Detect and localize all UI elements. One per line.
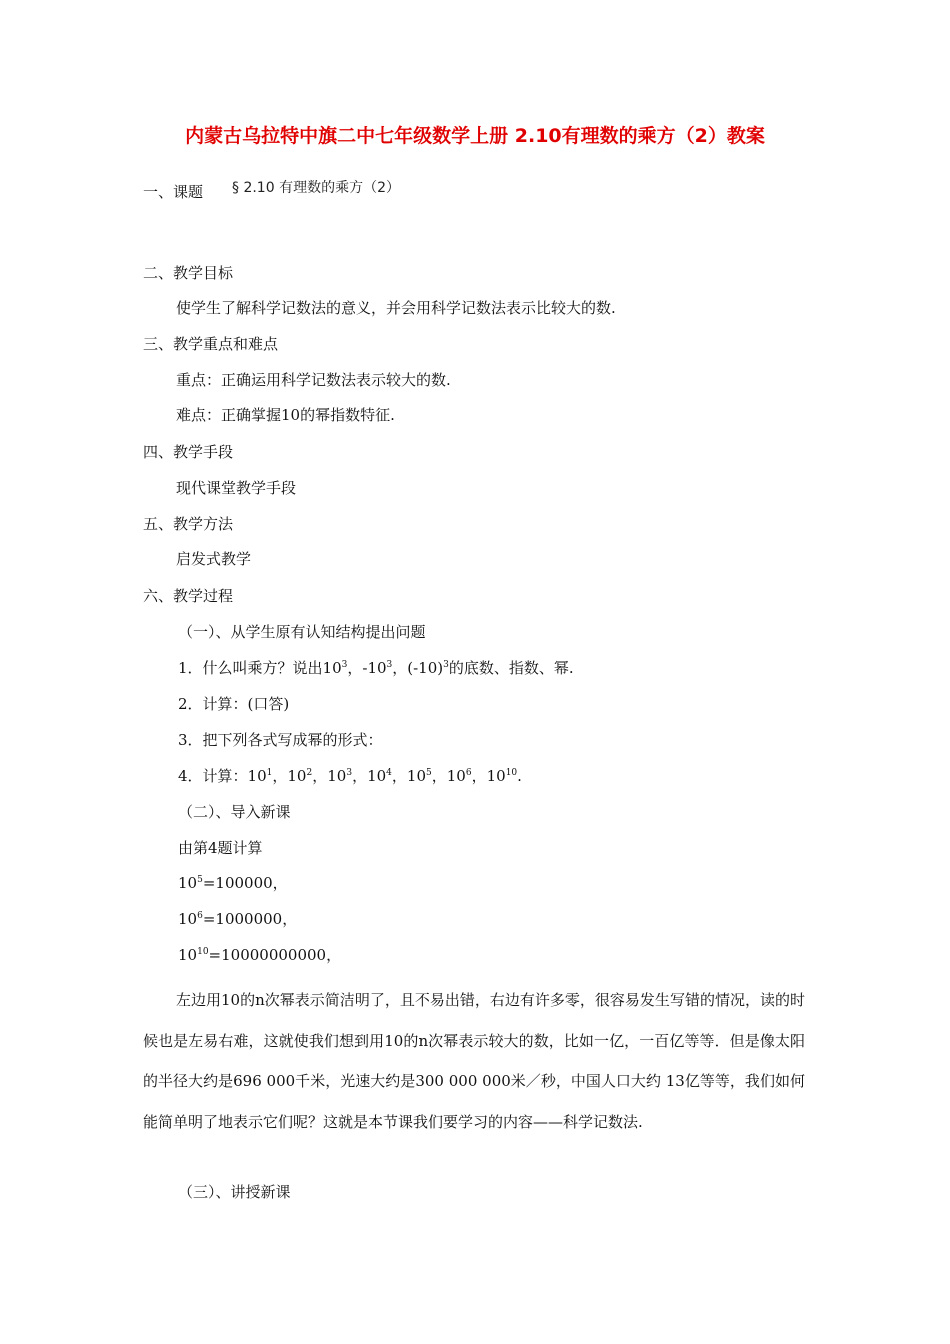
section-2-label: 二、教学目标 xyxy=(143,264,234,282)
eq2-rest: =1000000， xyxy=(202,910,298,928)
question-3: 3．把下列各式写成幂的形式： xyxy=(178,731,383,749)
objective-text: 使学生了解科学记数法的意义，并会用科学记数法表示比较大的数. xyxy=(176,299,616,317)
q4-separator: ， xyxy=(391,767,407,785)
q4-power-exponent: 2 xyxy=(306,768,313,778)
q1-text-d: 的底数、指数、幂. xyxy=(448,659,574,677)
equation-2 xyxy=(178,909,297,929)
eq2-exponent: 6 xyxy=(197,911,203,921)
section-5-label: 五、教学方法 xyxy=(143,515,234,533)
difficulty-text: 难点：正确掌握10的幂指数特征. xyxy=(176,406,395,424)
section-3-label: 三、教学重点和难点 xyxy=(143,335,279,353)
q4-power-exponent: 3 xyxy=(346,768,353,778)
section-1-label: 一、课题 xyxy=(143,183,204,201)
q1-text-b: ，-10 xyxy=(347,659,387,677)
q4-power-base: 10 xyxy=(247,767,267,785)
part-2-heading: （二）、导入新课 xyxy=(178,803,291,821)
eq2-base: 10 xyxy=(178,910,198,928)
q4-separator: ， xyxy=(272,767,288,785)
q4-powers-list xyxy=(248,767,522,785)
eq3-base: 10 xyxy=(178,946,198,964)
q4-separator: . xyxy=(517,767,522,785)
section-4-label: 四、教学手段 xyxy=(143,443,234,461)
q4-separator: ， xyxy=(431,767,447,785)
teaching-method-text: 启发式教学 xyxy=(176,550,252,568)
q4-power-exponent: 4 xyxy=(386,768,392,778)
key-point-text: 重点：正确运用科学记数法表示较大的数. xyxy=(176,371,451,389)
q4-separator: ， xyxy=(312,767,328,785)
q4-power-exponent: 5 xyxy=(426,768,432,778)
lesson-topic: § 2.10 有理数的乘方（2） xyxy=(232,180,400,196)
eq1-rest: =100000， xyxy=(202,874,288,892)
q4-power-base: 10 xyxy=(367,767,387,785)
q4-power-base: 10 xyxy=(406,767,427,785)
equation-1 xyxy=(178,873,288,893)
question-4 xyxy=(178,766,522,786)
q1-text-c: ，(-10) xyxy=(392,659,444,677)
q1-exp-3: 3 xyxy=(443,660,449,670)
q4-power-exponent: 10 xyxy=(505,768,518,778)
from-question-4: 由第4题计算 xyxy=(178,839,263,857)
eq1-base: 10 xyxy=(178,874,198,892)
document-title: 内蒙古乌拉特中旗二中七年级数学上册 2.10有理数的乘方（2）教案 xyxy=(185,125,765,147)
q4-power-base: 10 xyxy=(486,767,506,785)
eq3-rest: =10000000000， xyxy=(208,946,342,964)
part-1-heading: （一）、从学生原有认知结构提出问题 xyxy=(178,623,426,641)
q4-prefix: 4．计算： xyxy=(178,767,248,785)
q4-separator: ， xyxy=(471,767,487,785)
equation-3 xyxy=(178,945,341,965)
q4-separator: ， xyxy=(352,767,368,785)
part-3-heading: （三）、讲授新课 xyxy=(178,1183,291,1201)
q4-power-base: 10 xyxy=(327,767,347,785)
q4-power-base: 10 xyxy=(287,767,307,785)
intro-paragraph: 左边用10的n次幂表示简洁明了，且不易出错，右边有许多零，很容易发生写错的情况，读的时候也是左易右难，这就使我们想到用10的n次幂表示较大的数，比如一亿，一百亿等等．但是像太阳的半径大约是696 000千米，光速大约是300 000 000米／秒，中国人口大约 13亿等等，我们如何能简单明了地表示它们呢？这就是本节课我们要学习的内容——科学记数法. xyxy=(143,991,805,1131)
q4-power-base: 10 xyxy=(446,767,466,785)
q4-power-exponent: 6 xyxy=(465,768,472,778)
question-2: 2．计算：(口答) xyxy=(178,695,290,713)
q1-exp-2: 3 xyxy=(386,660,393,670)
section-6-label: 六、教学过程 xyxy=(143,587,234,605)
q1-text-a: 1．什么叫乘方？说出10 xyxy=(178,659,342,677)
question-1 xyxy=(178,658,574,678)
q1-exp-1: 3 xyxy=(341,660,348,670)
eq3-exponent: 10 xyxy=(197,947,209,957)
teaching-means-text: 现代课堂教学手段 xyxy=(176,479,297,497)
eq1-exponent: 5 xyxy=(197,875,203,885)
q4-power-exponent: 1 xyxy=(266,768,273,778)
